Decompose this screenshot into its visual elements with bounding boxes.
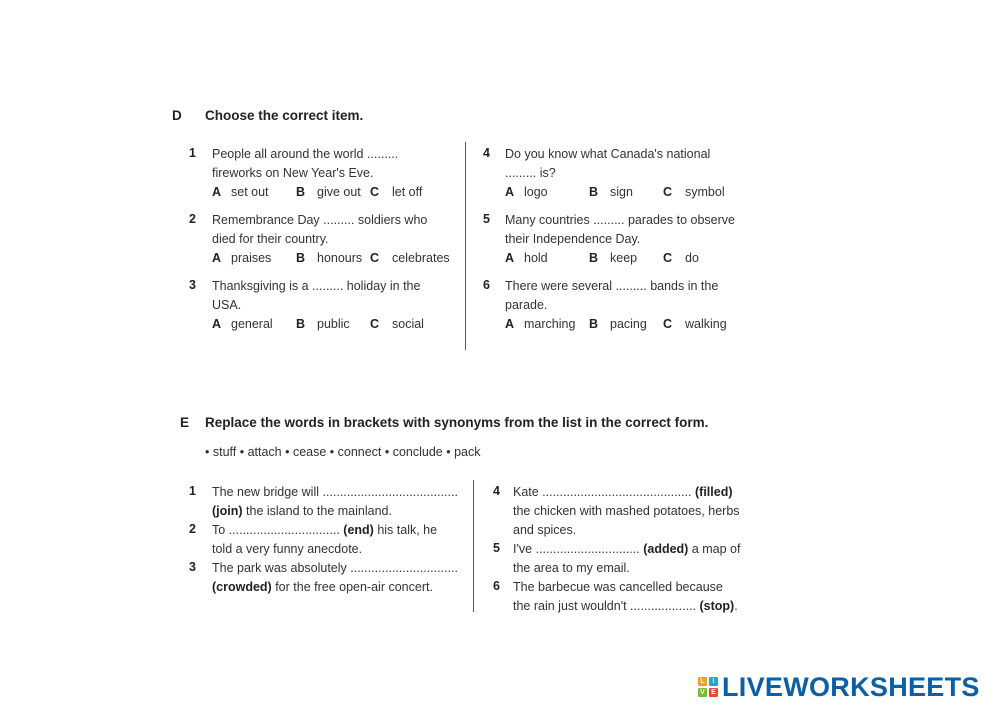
option-letter: B <box>296 317 306 331</box>
sentence-text: the island to the mainland. <box>242 504 392 518</box>
question-text: Remembrance Day ......... soldiers who <box>212 213 428 227</box>
option-text: celebrates <box>392 251 450 265</box>
sentence-text: told a very funny anecdote. <box>212 542 363 556</box>
liveworksheets-logo[interactable] <box>698 674 980 700</box>
sentence-text: To ................................ <box>212 523 344 537</box>
option-letter: C <box>663 251 673 265</box>
section-e-title: Replace the words in brackets with synonyms from the list in the correct form. <box>205 415 709 430</box>
sentence-text: The new bridge will ....................................... <box>212 485 458 499</box>
option-text: pacing <box>610 317 647 331</box>
option-text: walking <box>685 317 727 331</box>
option-text: do <box>685 251 699 265</box>
question-text: parade. <box>505 298 548 312</box>
question-number: 1 <box>189 146 196 160</box>
question-text: Many countries ......... parades to observe <box>505 213 735 227</box>
option-letter: C <box>370 251 380 265</box>
option-letter: A <box>212 317 222 331</box>
question-number: 3 <box>189 560 196 574</box>
option-letter: A <box>505 251 515 265</box>
question-number: 1 <box>189 484 196 498</box>
sentence-line <box>513 540 740 559</box>
question-number: 6 <box>493 579 500 593</box>
question-text: Do you know what Canada's national <box>505 147 711 161</box>
option-text: hold <box>524 251 548 265</box>
option-letter: C <box>663 317 673 331</box>
option-letter: A <box>212 251 222 265</box>
sentence-line <box>513 521 576 540</box>
section-d-letter: D <box>172 108 182 123</box>
question-text: fireworks on New Year's Eve. <box>212 166 374 180</box>
sentence-line <box>212 502 392 521</box>
answer-options <box>505 183 755 202</box>
bracket-word: (crowded) <box>212 580 272 594</box>
sentence-text: the chicken with mashed potatoes, herbs <box>513 504 740 518</box>
sentence-text: the area to my email. <box>513 561 630 575</box>
sentence-text: I've .............................. <box>513 542 644 556</box>
option-letter: A <box>505 185 515 199</box>
answer-options <box>212 183 462 202</box>
logo-tile: I <box>709 677 718 686</box>
option-text: symbol <box>685 185 725 199</box>
answer-options <box>505 249 755 268</box>
section-e-divider <box>473 480 474 612</box>
question-text: Thanksgiving is a ......... holiday in the <box>212 279 421 293</box>
option-letter: B <box>296 251 306 265</box>
question-number: 2 <box>189 212 196 226</box>
option-text: logo <box>524 185 548 199</box>
option-letter: B <box>589 317 599 331</box>
question-text: their Independence Day. <box>505 232 641 246</box>
question-number: 5 <box>483 212 490 226</box>
option-text: social <box>392 317 424 331</box>
option-letter: A <box>505 317 515 331</box>
option-letter: B <box>296 185 306 199</box>
logo-tile: L <box>698 677 707 686</box>
option-text: general <box>231 317 273 331</box>
sentence-text: Kate ........................................... <box>513 485 695 499</box>
section-d-title: Choose the correct item. <box>205 108 364 123</box>
sentence-line <box>212 483 458 502</box>
option-letter: B <box>589 185 599 199</box>
question-number: 4 <box>493 484 500 498</box>
sentence-line <box>513 483 733 502</box>
option-text: keep <box>610 251 638 265</box>
option-text: set out <box>231 185 269 199</box>
logo-text: LIVEWORKSHEETS <box>722 672 980 702</box>
sentence-text: The park was absolutely ............................... <box>212 561 458 575</box>
option-text: praises <box>231 251 272 265</box>
bracket-word: (added) <box>643 542 689 556</box>
sentence-line <box>513 597 738 616</box>
option-letter: B <box>589 251 599 265</box>
sentence-text: and spices. <box>513 523 577 537</box>
question-number: 6 <box>483 278 490 292</box>
question-text: There were several ......... bands in the <box>505 279 719 293</box>
answer-options <box>505 315 755 334</box>
option-text: marching <box>524 317 576 331</box>
question-text: People all around the world ......... <box>212 147 399 161</box>
sentence-text: a map of <box>688 542 741 556</box>
sentence-text: for the free open-air concert. <box>271 580 433 594</box>
word-list: • stuff • attach • cease • connect • conclude • pack <box>205 445 481 459</box>
sentence-line <box>513 559 630 578</box>
sentence-text: The barbecue was cancelled because <box>513 580 723 594</box>
option-text: give out <box>317 185 361 199</box>
logo-tile: V <box>698 688 707 697</box>
logo-tile: E <box>709 688 718 697</box>
section-e-letter: E <box>180 415 190 430</box>
sentence-line <box>513 502 740 521</box>
sentence-text: . <box>734 599 738 613</box>
option-text: public <box>317 317 350 331</box>
option-text: let off <box>392 185 423 199</box>
logo-tiles-icon <box>698 677 718 697</box>
bracket-word: (filled) <box>695 485 733 499</box>
sentence-line <box>513 578 723 597</box>
question-number: 5 <box>493 541 500 555</box>
option-letter: C <box>663 185 673 199</box>
option-text: sign <box>610 185 633 199</box>
question-number: 2 <box>189 522 196 536</box>
sentence-text: the rain just wouldn't ................... <box>513 599 700 613</box>
option-text: honours <box>317 251 363 265</box>
question-text: USA. <box>212 298 242 312</box>
sentence-line <box>212 540 362 559</box>
sentence-text: his talk, he <box>373 523 438 537</box>
bracket-word: (stop) <box>699 599 735 613</box>
option-letter: A <box>212 185 222 199</box>
question-text: ......... is? <box>505 166 556 180</box>
option-letter: C <box>370 185 380 199</box>
question-number: 3 <box>189 278 196 292</box>
question-number: 4 <box>483 146 490 160</box>
sentence-line <box>212 521 437 540</box>
bracket-word: (join) <box>212 504 243 518</box>
answer-options <box>212 315 462 334</box>
sentence-line <box>212 578 433 597</box>
question-text: died for their country. <box>212 232 329 246</box>
option-letter: C <box>370 317 380 331</box>
answer-options <box>212 249 462 268</box>
sentence-line <box>212 559 458 578</box>
section-d-divider <box>465 142 466 350</box>
bracket-word: (end) <box>343 523 374 537</box>
